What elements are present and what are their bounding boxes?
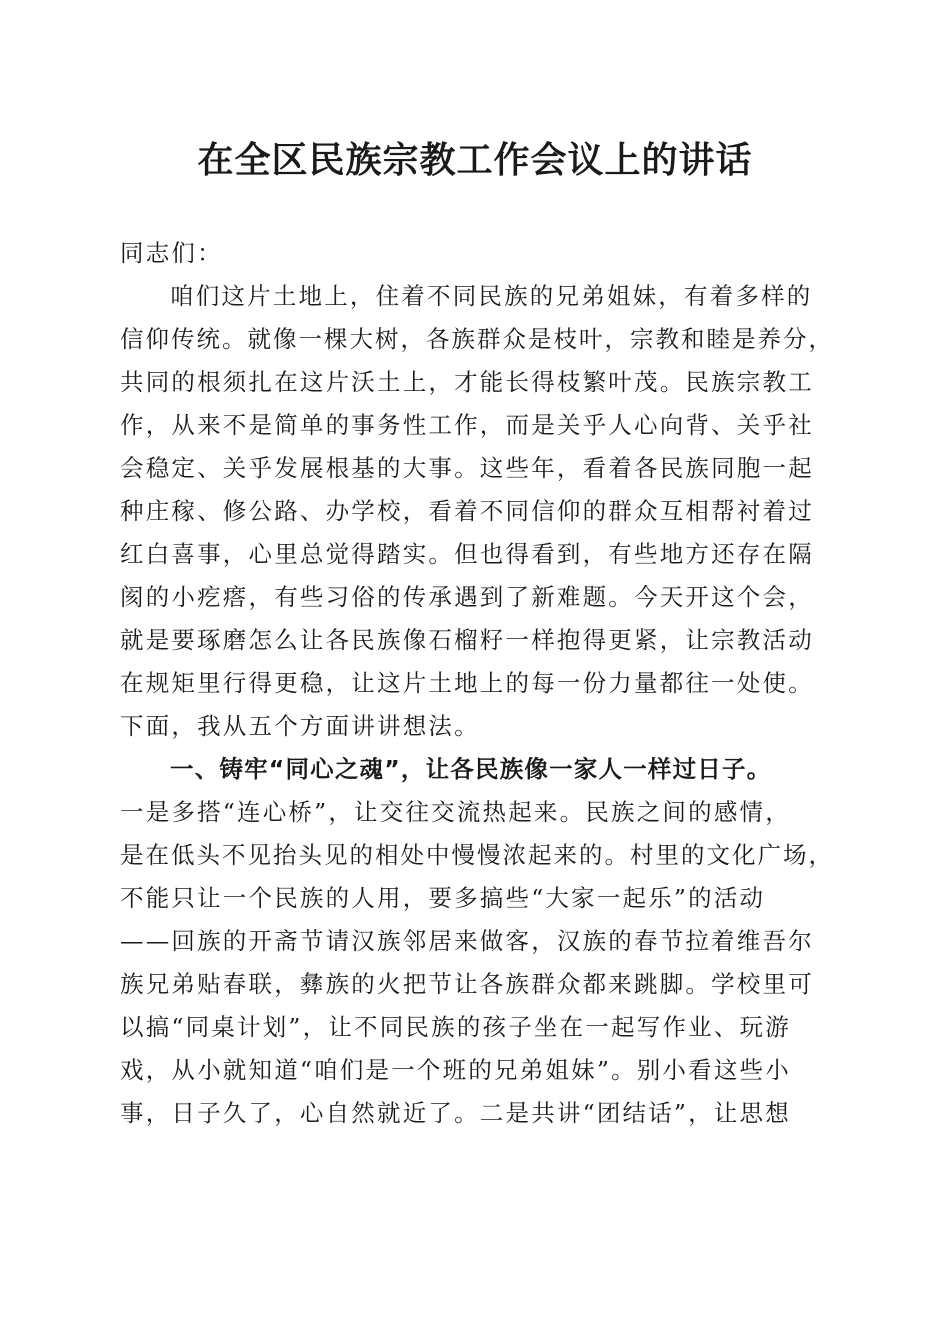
paragraph-line: 作，从来不是简单的事务性工作，而是关乎人心向背、关乎社 [120,411,814,439]
paragraph-line: 会稳定、关乎发展根基的大事。这些年，看着各民族同胞一起 [120,454,814,482]
paragraph-line: 以搞“同桌计划”，让不同民族的孩子坐在一起写作业、玩游 [120,1013,791,1041]
paragraph-line: 在规矩里行得更稳，让这片土地上的每一份力量都往一处使。 [120,669,814,697]
paragraph-line: 下面，我从五个方面讲讲想法。 [120,712,480,740]
paragraph-line: 共同的根须扎在这片沃土上，才能长得枝繁叶茂。民族宗教工 [120,368,814,396]
paragraph-line: 咱们这片土地上，住着不同民族的兄弟姐妹，有着多样的 [170,282,813,310]
salutation: 同志们： [120,239,223,267]
paragraph-line: 不能只让一个民族的人用，要多搞些“大家一起乐”的活动 [120,884,766,912]
paragraph-line: 事，日子久了，心自然就近了。二是共讲“团结话”，让思想 [120,1099,791,1127]
paragraph-line: ——回族的开斋节请汉族邻居来做客，汉族的春节拉着维吾尔 [120,927,814,955]
paragraph-line: 就是要琢磨怎么让各民族像石榴籽一样抱得更紧，让宗教活动 [120,626,814,654]
paragraph-line: 戏，从小就知道“咱们是一个班的兄弟姐妹”。别小看这些小 [120,1056,791,1084]
document-body [120,232,834,1135]
paragraph-line: 族兄弟贴春联，彝族的火把节让各族群众都来跳脚。学校里可 [120,970,814,998]
paragraph-line: 是在低头不见抬头见的相处中慢慢浓起来的。村里的文化广场， [120,841,834,869]
section-heading: 一、铸牢“同心之魂”，让各民族像一家人一样过日子。 [170,755,772,783]
paragraph-line: 一是多搭“连心桥”，让交往交流热起来。民族之间的感情， [120,798,791,826]
paragraph-line: 种庄稼、修公路、办学校，看着不同信仰的群众互相帮衬着过 [120,497,814,525]
paragraph-line: 红白喜事，心里总觉得踏实。但也得看到，有些地方还存在隔 [120,540,814,568]
paragraph-line: 阂的小疙瘩，有些习俗的传承遇到了新难题。今天开这个会， [120,583,814,611]
document-title: 在全区民族宗教工作会议上的讲话 [197,139,753,181]
paragraph-line: 信仰传统。就像一棵大树，各族群众是枝叶，宗教和睦是养分， [120,325,834,353]
